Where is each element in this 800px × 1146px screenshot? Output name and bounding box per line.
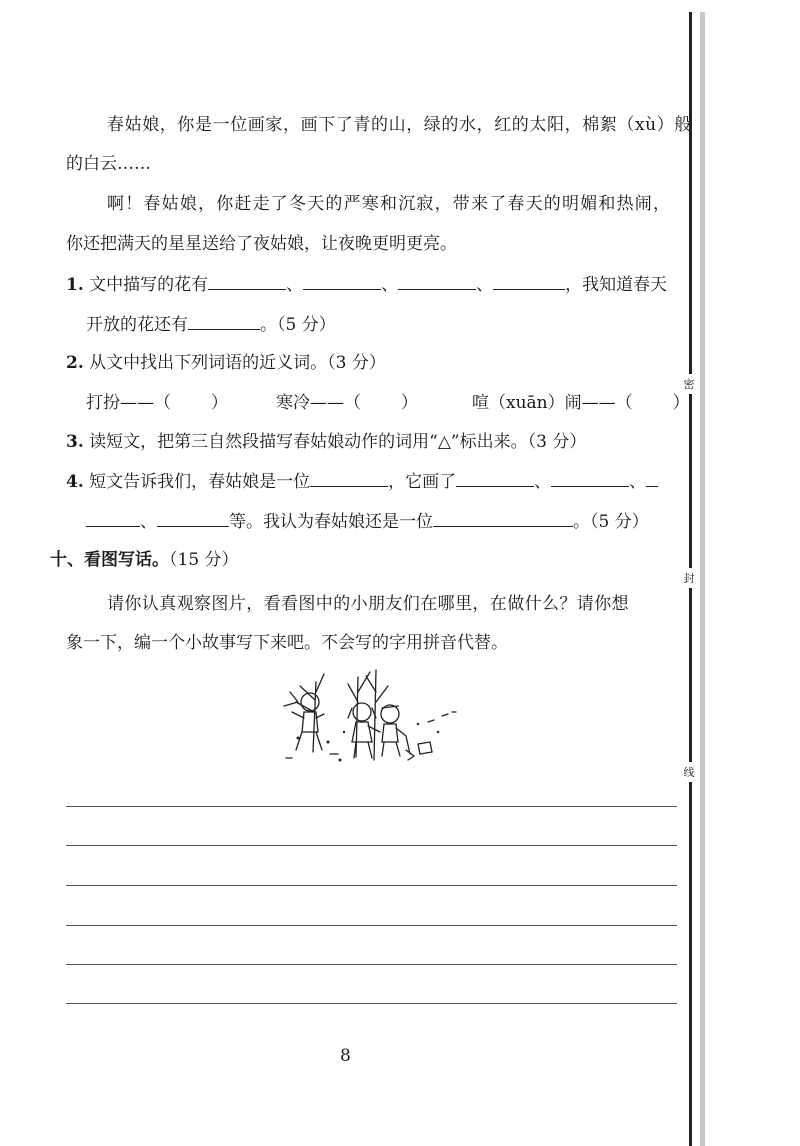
answer-blank[interactable] — [398, 273, 476, 290]
score-text: 。（5 分） — [573, 512, 649, 532]
section-10-instruction-2: 象一下，编一个小故事写下来吧。不会写的字用拼音代替。 — [66, 633, 508, 653]
section-10-heading — [50, 549, 239, 571]
writing-line[interactable] — [66, 885, 677, 886]
answer-blank[interactable] — [310, 470, 388, 487]
answer-blank[interactable] — [188, 313, 260, 330]
question-text: ，我知道春天 — [565, 275, 668, 295]
seal-char-xian: 线 — [682, 762, 696, 782]
answer-blank[interactable] — [157, 510, 229, 527]
question-text: 读短文，把第三自然段描写春姑娘动作的词用“△”标出来。（3 分） — [89, 432, 587, 452]
question-number: 4. — [66, 472, 84, 492]
question-1: 1. 文中描写的花有 、 、 、 ，我知道春天 — [66, 275, 668, 295]
writing-line[interactable] — [66, 925, 677, 926]
passage-p1-line2: 的白云…… — [66, 154, 151, 174]
question-text: 短文告诉我们，春姑娘是一位 — [89, 472, 311, 492]
page-number: 8 — [340, 1046, 351, 1066]
section-title: 十、看图写话。 — [50, 550, 169, 570]
answer-blank[interactable] — [646, 470, 658, 487]
question-text: 文中描写的花有 — [89, 275, 209, 295]
section-score: （15 分） — [169, 550, 239, 570]
question-number: 3. — [66, 432, 84, 452]
writing-line[interactable] — [66, 806, 677, 807]
passage-p2-line2: 你还把满天的星星送给了夜姑娘，让夜晚更明更亮。 — [66, 234, 457, 254]
seal-char-mi: 密 — [682, 374, 696, 394]
question-3 — [66, 431, 586, 453]
answer-blank[interactable] — [551, 470, 629, 487]
writing-line[interactable] — [66, 964, 677, 965]
passage-p1-line1: 春姑娘，你是一位画家，画下了青的山，绿的水，红的太阳，棉絮（xù）般 — [107, 115, 692, 135]
question-4: 4. 短文告诉我们，春姑娘是一位 ，它画了 、 、 — [66, 470, 658, 493]
writing-line[interactable] — [66, 845, 677, 846]
answer-blank[interactable] — [86, 510, 140, 527]
question-text: 从文中找出下列词语的近义词。（3 分） — [89, 353, 386, 373]
children-planting-illustration — [278, 662, 468, 767]
answer-blank[interactable] — [456, 470, 534, 487]
synonym-item-2: 寒冷——（ ） — [276, 393, 418, 413]
seal-char-feng: 封 — [682, 568, 696, 588]
section-10-instruction-1: 请你认真观察图片，看看图中的小朋友们在哪里，在做什么？请你想 — [107, 594, 629, 614]
answer-blank[interactable] — [303, 273, 381, 290]
synonym-item-1: 打扮——（ ） — [86, 393, 228, 413]
margin-line-gray — [700, 12, 705, 1146]
answer-blank[interactable] — [493, 273, 565, 290]
synonym-item-3: 喧（xuān）闹——（ ） — [472, 393, 690, 413]
question-2 — [66, 352, 386, 374]
passage-p2-line1: 啊！春姑娘，你赶走了冬天的严寒和沉寂，带来了春天的明媚和热闹， — [107, 194, 672, 214]
answer-blank[interactable] — [433, 510, 573, 527]
question-4-line2: 、 等。我认为春姑娘还是一位 。（5 分） — [86, 510, 649, 533]
score-text: 。（5 分） — [260, 315, 336, 335]
question-number: 1. — [66, 275, 84, 295]
question-number: 2. — [66, 353, 84, 373]
writing-line[interactable] — [66, 1003, 677, 1004]
question-1-line2: 开放的花还有 。（5 分） — [86, 315, 336, 335]
answer-blank[interactable] — [208, 273, 286, 290]
